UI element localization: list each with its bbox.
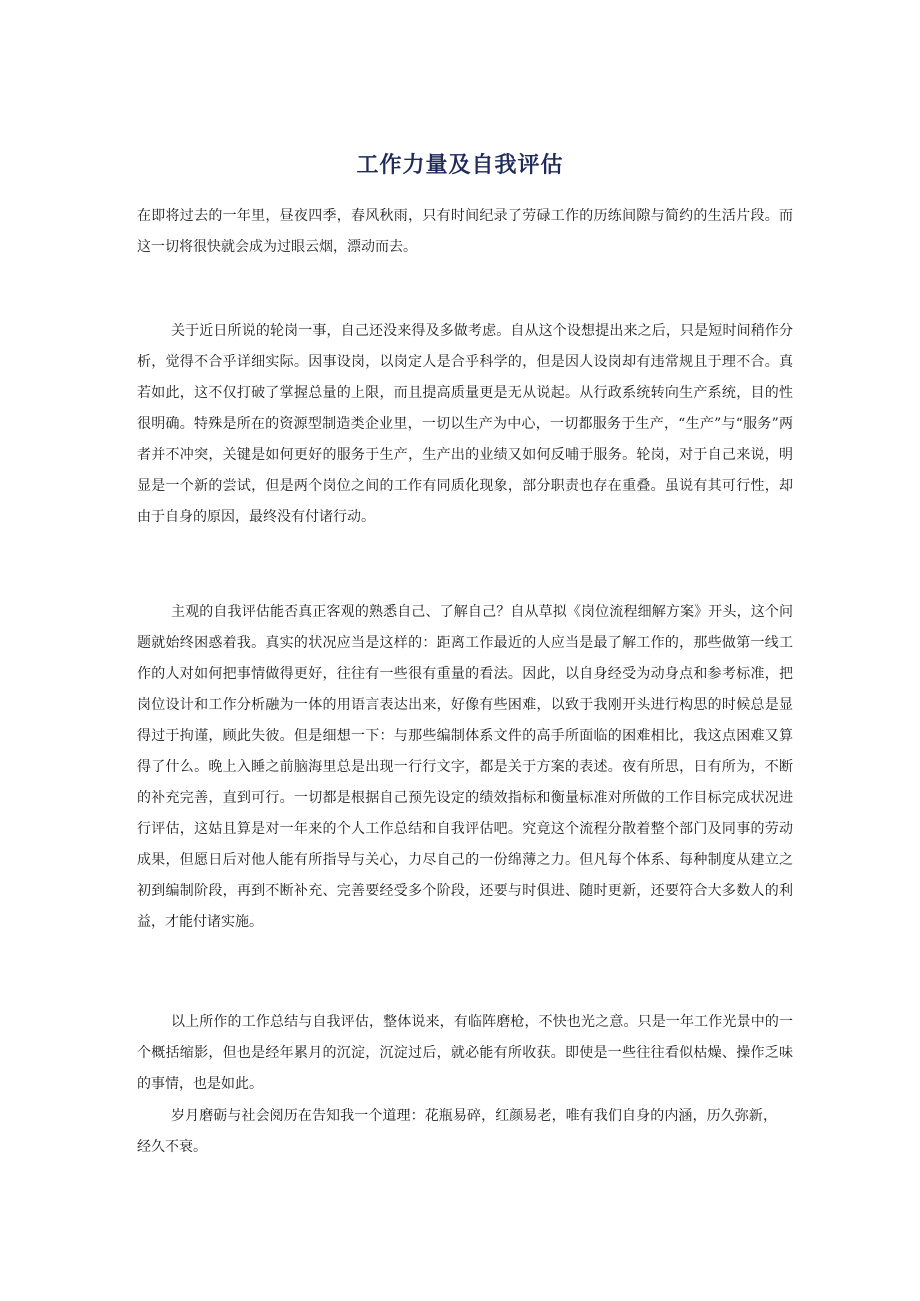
paragraph-self-assessment: 主观的自我评估能否真正客观的熟悉自己、了解自己？自从草拟《岗位流程细解方案》开头，这个问题就始终困惑着我。真实的状况应当是这样的：距离工作最近的人应当是最了解工作的，那些做第一线工作的人对如何把事情做得更好，往往有一些很有重量的看法。因此，以自身经受为动身点和参考标准，把岗位设计和工作分析融为一体的用语言表达出来，好像有些困难，以致于我刚开头进行构思的时候总是显得过于拘谨，顾此失彼。但是细想一下：与那些编制体系文件的高手所面临的困难相比，我这点困难又算得了什么。晚上入睡之前脑海里总是出现一行行文字，都是关于方案的表述。夜有所思，日有所为，不断的补充完善，直到可行。一切都是根据自己预先设定的绩效指标和衡量标准对所做的工作目标完成状况进行评估，这姑且算是对一年来的个人工作总结和自我评估吧。究竟这个流程分散着整个部门及同事的劳动成果，但愿日后对他人能有所指导与关心，力尽自己的一份绵薄之力。但凡每个体系、每种制度从建立之初到编制阶段，再到不断补充、完善要经受多个阶段，还要与时俱进、随时更新，还要符合大多数人的利益，才能付诸实施。 [137, 604, 793, 930]
paragraph-job-rotation: 关于近日所说的轮岗一事，自己还没来得及多做考虑。自从这个设想提出来之后，只是短时间稍作分析，觉得不合乎详细实际。因事设岗，以岗定人是合乎科学的，但是因人设岗却有违常规且于理不合。真若如此，这不仅打破了掌握总量的上限，而且提高质量更是无从说起。从行政系统转向生产系统，目的性很明确。特殊是所在的资源型制造类企业里，一切以生产为中心，一切都服务于生产，“生产”与“服务”两者并不冲突，关键是如何更好的服务于生产，生产出的业绩又如何反哺于服务。轮岗，对于自己来说，明显是一个新的尝试，但是两个岗位之间的工作有同质化现象，部分职责也存在重叠。虽说有其可行性，却由于自身的原因，最终没有付诸行动。 [137, 323, 793, 525]
paragraph-intro: 在即将过去的一年里，昼夜四季，春风秋雨，只有时间纪录了劳碌工作的历练间隙与简约的生活片段。而这一切将很快就会成为过眼云烟，漂动而去。 [137, 208, 793, 255]
document-title: 工作力量及自我评估 [356, 153, 564, 178]
paragraph-closing: 岁月磨砺与社会阅历在告知我一个道理：花瓶易碎，红颜易老，唯有我们自身的内涵，历久弥新，经久不衰。 [137, 1108, 777, 1155]
paragraph-summary: 以上所作的工作总结与自我评估，整体说来，有临阵磨枪，不快也光之意。只是一年工作光景中的一个概括缩影，但也是经年累月的沉淀，沉淀过后，就必能有所收获。即使是一些往往看似枯燥、操作乏味的事情，也是如此。 [137, 1014, 793, 1092]
